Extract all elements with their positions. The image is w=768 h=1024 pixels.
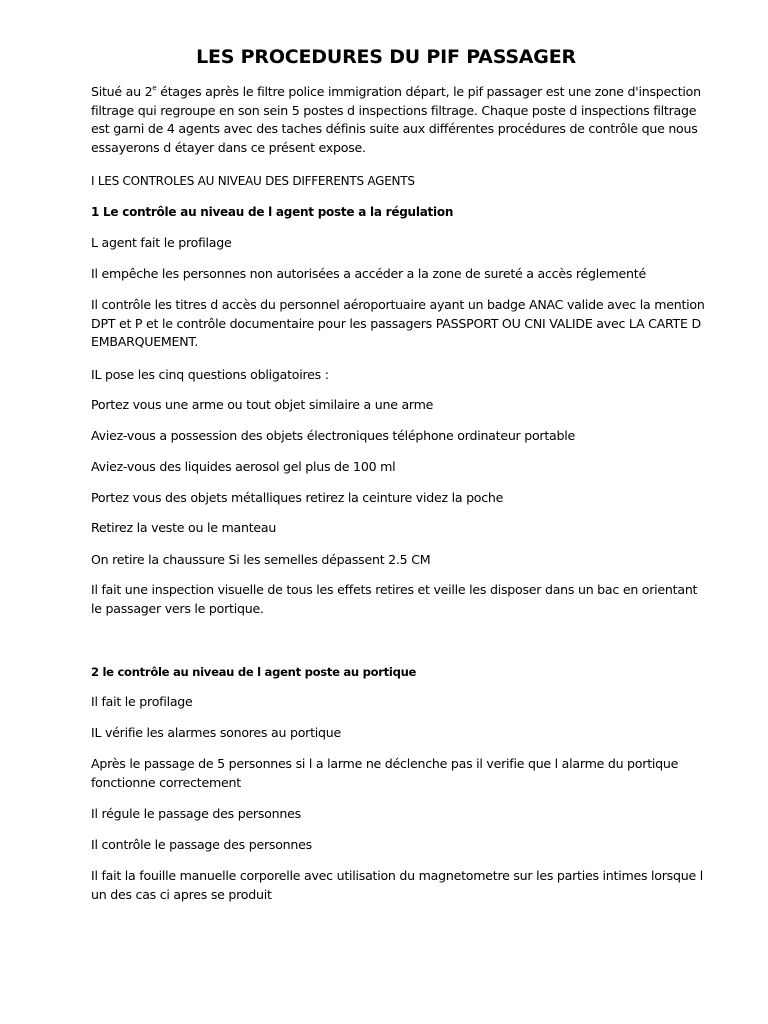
controle-titres-line-3: EMBARQUEMENT.	[91, 334, 199, 350]
intro-line-1-end: étages après le filtre police immigration départ, le pif passager est une zone d'inspection	[156, 84, 701, 99]
intro-line-2: filtrage qui regroupe en son sein 5 postes d inspections filtrage. Chaque poste d inspections filtrage	[91, 102, 697, 118]
intro-superscript: e	[152, 83, 157, 92]
paragraph-profilage-1: L agent fait le profilage	[91, 235, 232, 250]
paragraph-alarmes: IL vérifie les alarmes sonores au portique	[91, 725, 341, 740]
paragraph-questions-intro: IL pose les cinq questions obligatoires :	[91, 367, 329, 382]
paragraph-controle-titres	[91, 296, 705, 352]
intro-line-1	[91, 83, 701, 102]
paragraph-inspection	[91, 581, 698, 618]
question-4: Portez vous des objets métalliques retirez la ceinture videz la poche	[91, 490, 504, 505]
question-1: Portez vous une arme ou tout objet similaire a une arme	[91, 397, 434, 412]
paragraph-profilage-2: Il fait le profilage	[91, 694, 193, 709]
paragraph-chaussure: On retire la chaussure Si les semelles dépassent 2.5 CM	[91, 552, 431, 567]
subsection-2-heading: 2 le contrôle au niveau de l agent poste au portique	[91, 665, 417, 679]
intro-line-4: essayerons d étayer dans ce présent expose.	[91, 140, 366, 156]
subsection-1-heading: 1 Le contrôle au niveau de l agent poste a la régulation	[91, 205, 454, 219]
paragraph-empeche: Il empêche les personnes non autorisées a accéder a la zone de sureté a accès réglementé	[91, 266, 646, 281]
document-title: LES PROCEDURES DU PIF PASSAGER	[196, 46, 576, 68]
apres-passage-line-1: Après le passage de 5 personnes si l a larme ne déclenche pas il verifie que l alarme du portique	[91, 756, 679, 771]
intro-line-3: est garni de 4 agents avec des taches définis suite aux différentes procédures de contrôle que nous	[91, 121, 698, 137]
fouille-line-1: Il fait la fouille manuelle corporelle avec utilisation du magnetometre sur les parties intimes lorsque l	[91, 868, 703, 883]
intro-paragraph	[91, 83, 701, 158]
paragraph-apres-passage	[91, 755, 681, 792]
inspection-line-2: le passager vers le portique.	[91, 600, 264, 616]
paragraph-controle-passage: Il contrôle le passage des personnes	[91, 837, 312, 852]
section-1-heading: I LES CONTROLES AU NIVEAU DES DIFFERENTS AGENTS	[91, 174, 415, 188]
intro-line-1-start: Situé au 2	[91, 84, 153, 99]
paragraph-regule: Il régule le passage des personnes	[91, 806, 301, 821]
apres-passage-line-2: fonctionne correctement	[91, 774, 241, 790]
controle-titres-line-2: DPT et P et le contrôle documentaire pour les passagers PASSPORT OU CNI VALIDE avec LA CARTE D	[91, 315, 701, 331]
paragraph-fouille	[91, 867, 703, 904]
question-5: Retirez la veste ou le manteau	[91, 520, 277, 535]
question-2: Aviez-vous a possession des objets électroniques téléphone ordinateur portable	[91, 428, 576, 443]
question-3: Aviez-vous des liquides aerosol gel plus de 100 ml	[91, 459, 396, 474]
fouille-line-2: un des cas ci apres se produit	[91, 886, 272, 902]
controle-titres-line-1: Il contrôle les titres d accès du personnel aéroportuaire ayant un badge ANAC valide avec la mention	[91, 297, 705, 312]
inspection-line-1: Il fait une inspection visuelle de tous les effets retires et veille les disposer dans un bac en orientant	[91, 582, 698, 597]
